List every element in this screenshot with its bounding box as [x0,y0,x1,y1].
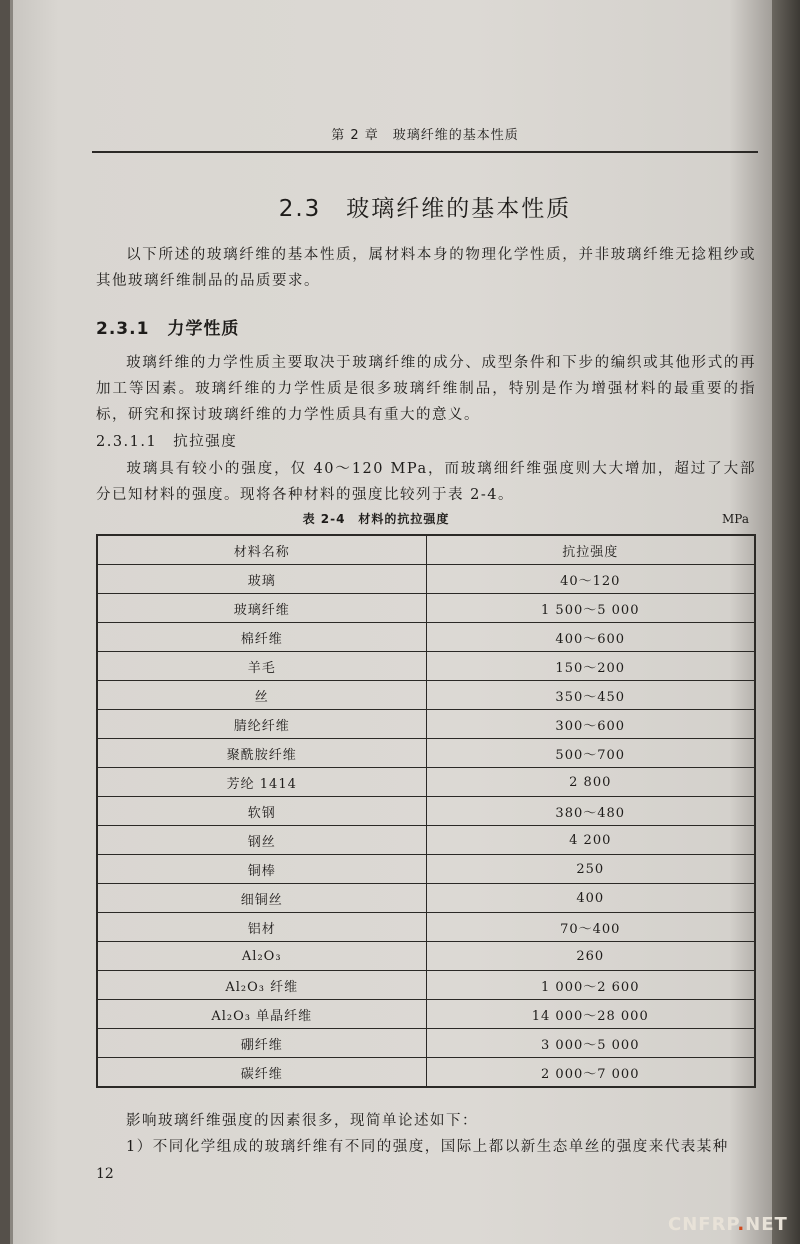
table-row [97,884,755,913]
table-row [97,942,755,971]
strength-table [96,534,756,1088]
site-watermark [668,1214,788,1235]
strength-cell: 380～480 [426,797,755,826]
tensile-text: 玻璃具有较小的强度，仅 40～120 MPa，而玻璃细纤维强度则大大增加，超过了大部分已知材料的强度。现将各种材料的强度比较列于表 2-4。 [96,461,756,503]
strength-cell: 40～120 [426,565,755,594]
table-row [97,855,755,884]
header-cell-strength: 抗拉强度 [426,535,755,565]
material-cell: 硼纤维 [97,1029,426,1058]
table-header-row [97,535,755,565]
table-row [97,826,755,855]
material-cell: Al₂O₃ 单晶纤维 [97,1000,426,1029]
material-cell: 碳纤维 [97,1058,426,1088]
strength-cell: 14 000～28 000 [426,1000,755,1029]
material-cell: Al₂O₃ 纤维 [97,971,426,1000]
table-row [97,739,755,768]
factor-one-text: 1）不同化学组成的玻璃纤维有不同的强度，国际上都以新生态单丝的强度来代表某种 [126,1139,729,1155]
watermark-prefix: CNFRP [668,1214,738,1235]
material-cell: 羊毛 [97,652,426,681]
watermark-dot: . [737,1214,746,1235]
table-row [97,913,755,942]
header-cell-material: 材料名称 [97,535,426,565]
material-cell: 玻璃 [97,565,426,594]
strength-cell: 70～400 [426,913,755,942]
mechanical-text: 玻璃纤维的力学性质主要取决于玻璃纤维的成分、成型条件和下步的编织或其他形式的再加工等因素。玻璃纤维的力学性质是很多玻璃纤维制品，特别是作为增强材料的最重要的指标，研究和探讨玻璃纤维的力学性质具有重大的意义。 [96,355,756,423]
mechanical-paragraph [96,350,756,428]
factors-intro: 影响玻璃纤维强度的因素很多，现简单论述如下： [126,1113,478,1129]
intro-paragraph [96,242,756,294]
material-cell: 丝 [97,681,426,710]
table-row [97,797,755,826]
material-cell: 细铜丝 [97,884,426,913]
section-title: 2.3 玻璃纤维的基本性质 [278,196,572,222]
header-rule [92,151,758,153]
running-head: 第 2 章 玻璃纤维的基本性质 [331,128,519,143]
material-cell: Al₂O₃ [97,942,426,971]
material-cell: 棉纤维 [97,623,426,652]
table-row [97,1000,755,1029]
material-cell: 聚酰胺纤维 [97,739,426,768]
table-row [97,1029,755,1058]
table-row [97,710,755,739]
subsection-title: 2.3.1 力学性质 [96,319,240,339]
intro-text: 以下所述的玻璃纤维的基本性质，属材料本身的物理化学性质，并非玻璃纤维无捻粗纱或其他玻璃纤维制品的品质要求。 [96,247,756,289]
strength-cell: 1 500～5 000 [426,594,755,623]
strength-cell: 2 800 [426,768,755,797]
table-row [97,565,755,594]
material-cell: 铝材 [97,913,426,942]
table-row [97,652,755,681]
tensile-paragraph [96,456,756,508]
factor-one-paragraph [96,1134,756,1160]
table-caption: 表 2-4 材料的抗拉强度 [302,512,450,526]
strength-cell: 300～600 [426,710,755,739]
subsubsection-title: 2.3.1.1 抗拉强度 [96,434,238,450]
strength-cell: 250 [426,855,755,884]
material-cell: 芳纶 1414 [97,768,426,797]
strength-cell: 150～200 [426,652,755,681]
strength-cell: 3 000～5 000 [426,1029,755,1058]
strength-cell: 400～600 [426,623,755,652]
strength-cell: 260 [426,942,755,971]
strength-cell: 4 200 [426,826,755,855]
table-row [97,594,755,623]
strength-cell: 2 000～7 000 [426,1058,755,1088]
factors-paragraph [96,1108,756,1134]
strength-cell: 1 000～2 600 [426,971,755,1000]
material-cell: 钢丝 [97,826,426,855]
page-edge-shadow [772,0,800,1244]
strength-cell: 500～700 [426,739,755,768]
material-cell: 腈纶纤维 [97,710,426,739]
material-cell: 软钢 [97,797,426,826]
page-number: 12 [96,1166,114,1182]
table-row [97,681,755,710]
material-cell: 铜棒 [97,855,426,884]
table-row [97,971,755,1000]
material-cell: 玻璃纤维 [97,594,426,623]
table-row [97,1058,755,1088]
strength-cell: 350～450 [426,681,755,710]
table-row [97,768,755,797]
table-unit: MPa [722,512,749,526]
strength-cell: 400 [426,884,755,913]
watermark-suffix: NET [745,1214,788,1235]
table-row [97,623,755,652]
